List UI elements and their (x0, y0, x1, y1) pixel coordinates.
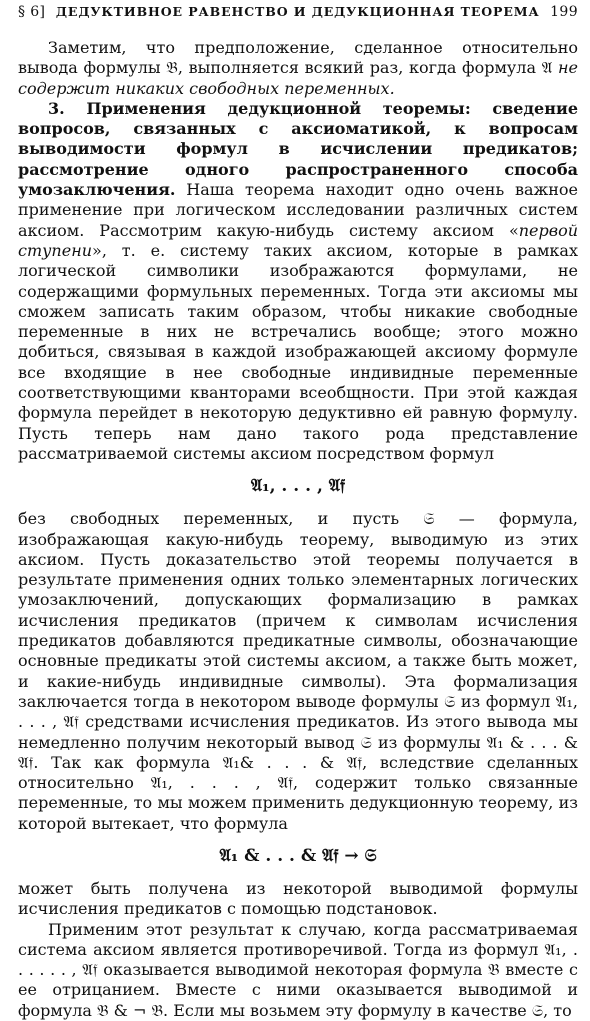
running-header (18, 4, 578, 26)
paragraph-2-text-a: Наша теорема находит одно очень важное применение при логическом исследовании различных систем аксиом. Рассмотрим какую-нибудь систему аксиом « (18, 180, 578, 240)
paragraph-2-text-b: », т. е. систему таких аксиом, которые в рамках логической символики изображаются формулами, не содержащими формульных переменных. Тогда эти аксиомы мы сможем записать таким образом, чтобы никакие свободные переменные в них не встречались вообще; этого можно добиться, связывая в каждой изображающей аксиому формуле все входящие в нее свободные индивидные переменные соответствующими кванторами всеобщности. При этой каждая формула перейдет в некоторую дедуктивно ей равную формулу. Пусть теперь нам дано такого рода представление рассматриваемой системы аксиом посредством формул (18, 240, 578, 463)
paragraph-4: может быть получена из некоторой выводимой формулы исчисления предикатов с помощью подстановок. (18, 878, 578, 919)
paragraph-5: Применим этот результат к случаю, когда рассматриваемая система аксиом является противоречивой. Тогда из формул 𝔄₁, . . . . . . , 𝔄𝔣 оказывается выводимой некоторая формула 𝔅 вместе с ее отрицанием. Вместе с ними оказывается выводимой и формула 𝔅 & ¬ 𝔅. Если мы возьмем эту формулу в качестве 𝔖, то (18, 919, 578, 1020)
paragraph-1-text: Заметим, что предположение, сделанное относительно вывода формулы 𝔅, выполняется всякий раз, когда формула 𝔄 (18, 38, 578, 78)
formula-implication: 𝔄₁ & . . . & 𝔄𝔣 → 𝔖 (219, 845, 377, 866)
paragraph-2 (18, 99, 578, 464)
formula-axioms: 𝔄₁, . . . , 𝔄𝔣 (250, 476, 346, 497)
paragraph-3: без свободных переменных, и пусть 𝔖 — формула, изображающая какую-нибудь теорему, выводимую из этих аксиом. Пусть доказательство этой теоремы получается в результате применения одних только элементарных логических умозаключений, допускающих формализацию в рамках исчисления предикатов (причем к символам исчисления предикатов добавляются предикатные символы, обозначающие основные предикаты этой системы аксиом, а также быть может, и какие-нибудь индивидные символы). Эта формализация заключается тогда в некотором выводе формулы 𝔖 из формул 𝔄₁, . . . , 𝔄𝔣 средствами исчисления предикатов. Из этого вывода мы немедленно получим некоторый вывод 𝔖 из формулы 𝔄₁ & . . . & 𝔄𝔣. Так как формула 𝔄₁& . . . & 𝔄𝔣, вследствие сделанных относительно 𝔄₁, . . . , 𝔄𝔣, содержит только связанные переменные, то мы можем применить дедукционную теорему, из которой вытекает, что формула (18, 509, 578, 833)
section-marker: § 6] (18, 4, 46, 20)
paragraph-1-italic: не содержит никаких свободных переменных. (18, 58, 578, 98)
book-page (18, 4, 578, 1021)
page-number: 199 (550, 4, 578, 20)
section-heading: 3. Применения дедукционной теоремы: сведение вопросов, связанных с аксиоматикой, к вопросам выводимости формул в исчислении предикатов; рассмотрение одного распространенного способа умозаключения. (18, 98, 578, 200)
paragraph-1 (18, 38, 578, 99)
running-title: ДЕДУКТИВНОЕ РАВЕНСТВО И ДЕДУКЦИОННАЯ ТЕОРЕМА (55, 4, 540, 19)
paragraph-2-italic: первой ступени (18, 220, 578, 260)
